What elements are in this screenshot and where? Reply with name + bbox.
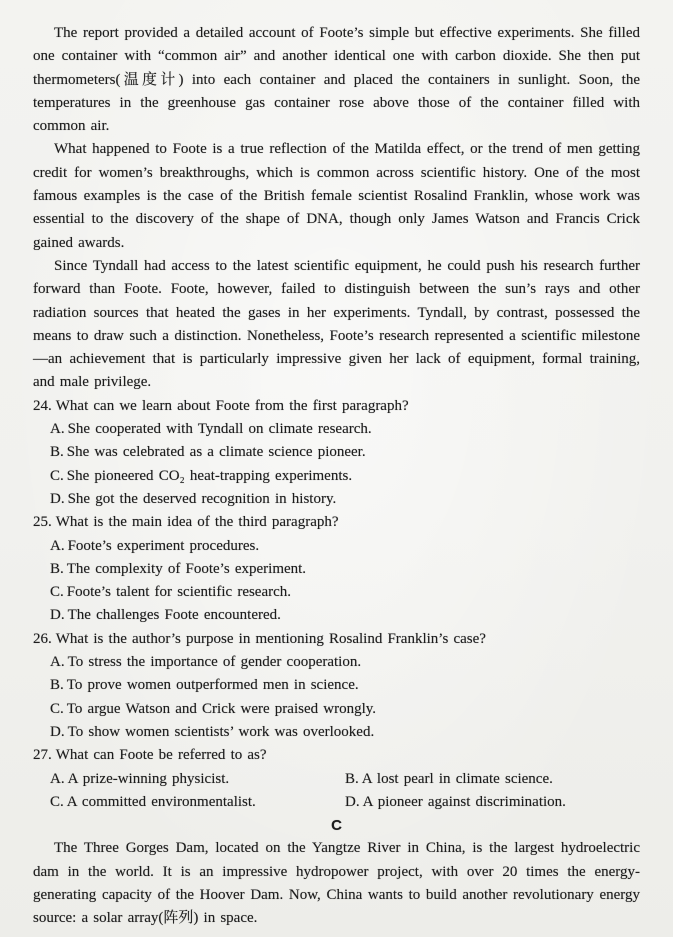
- option-text: To show women scientists’ work was overlooked.: [67, 723, 375, 740]
- question-24-option-a: [33, 418, 640, 441]
- question-27-option-d: [345, 791, 640, 814]
- question-25-option-d: [33, 604, 640, 627]
- option-letter: C.: [50, 793, 64, 810]
- question-27-options: [33, 768, 640, 815]
- option-text: She got the deserved recognition in history.: [67, 490, 337, 507]
- question-27-stem: [33, 744, 640, 767]
- option-text: To argue Watson and Crick were praised wrongly.: [66, 700, 377, 717]
- question-24-options: [33, 418, 640, 511]
- question-26: [33, 628, 640, 744]
- question-25-option-b: [33, 558, 640, 581]
- option-text: The challenges Foote encountered.: [67, 607, 281, 624]
- passage-b-paragraph-3: Since Tyndall had access to the latest scientific equipment, he could push his research further forward than Foote. Foote, however, failed to distinguish between the sun’s rays and other radiation sources that heated the gases in her experiments. Tyndall, by contrast, possessed the means to draw such a distinction. Nonetheless, Foote’s research represented a scientific milestone—an achievement that is particularly impressive given her lack of equipment, formal training, and male privilege.: [33, 257, 640, 391]
- question-24-option-d: [33, 488, 640, 511]
- option-letter: B.: [50, 677, 64, 694]
- question-26-option-d: [33, 721, 640, 744]
- option-text: A prize-winning physicist.: [67, 770, 230, 787]
- question-27: [33, 744, 640, 814]
- option-text: To stress the importance of gender cooperation.: [67, 654, 362, 671]
- question-24-stem: [33, 395, 640, 418]
- question-26-stem: [33, 628, 640, 651]
- option-letter: D.: [50, 723, 65, 740]
- passage-c-paragraph-1: The Three Gorges Dam, located on the Yangtze River in China, is the largest hydroelectric dam in the world. It is an impressive hydropower project, with over 20 times the energy-generating capacity of the Hoover Dam. Now, China wants to build another revolutionary energy source: a solar array(阵列) in space.: [33, 840, 640, 927]
- question-27-text: What can Foote be referred to as?: [55, 747, 267, 764]
- option-letter: C.: [50, 700, 64, 717]
- question-26-option-c: [33, 698, 640, 721]
- option-text: To prove women outperformed men in science.: [66, 677, 359, 694]
- option-letter: D.: [50, 607, 65, 624]
- option-text: She was celebrated as a climate science pioneer.: [66, 444, 366, 461]
- question-27-option-a: [33, 768, 345, 791]
- question-24: [33, 395, 640, 511]
- option-text: A lost pearl in climate science.: [361, 770, 553, 787]
- option-text: A pioneer against discrimination.: [362, 793, 566, 810]
- question-26-option-a: [33, 651, 640, 674]
- option-letter: B.: [50, 560, 64, 577]
- option-text: She pioneered CO₂ heat-trapping experiments.: [66, 467, 353, 484]
- question-24-number: 24.: [33, 397, 52, 414]
- option-letter: A.: [50, 421, 65, 438]
- section-c-header: C: [331, 817, 342, 835]
- option-letter: C.: [50, 584, 64, 601]
- question-24-option-c: [33, 465, 640, 488]
- option-text: Foote’s talent for scientific research.: [66, 584, 292, 601]
- passage-b-paragraph-1: The report provided a detailed account of Foote’s simple but effective experiments. She filled one container with “common air” and another identical one with carbon dioxide. She then put thermometers(温度计) into each container and placed the containers in sunlight. Soon, the temperatures in the greenhouse gas container rose above those of the container filled with common air.: [33, 25, 640, 135]
- question-25-option-c: [33, 581, 640, 604]
- option-text: She cooperated with Tyndall on climate research.: [67, 421, 372, 438]
- option-letter: B.: [345, 770, 359, 787]
- option-letter: B.: [50, 444, 64, 461]
- option-letter: D.: [345, 793, 360, 810]
- question-27-number: 27.: [33, 747, 52, 764]
- question-25-text: What is the main idea of the third paragraph?: [55, 514, 339, 531]
- passage-b-paragraph-2: What happened to Foote is a true reflection of the Matilda effect, or the trend of men getting credit for women’s breakthroughs, which is common across scientific history. One of the most famous examples is the case of the British female scientist Rosalind Franklin, whose work was essential to the discovery of the shape of DNA, though only James Watson and Francis Crick gained awards.: [33, 141, 640, 251]
- question-26-option-b: [33, 674, 640, 697]
- option-letter: C.: [50, 467, 64, 484]
- option-letter: A.: [50, 770, 65, 787]
- option-letter: D.: [50, 490, 65, 507]
- question-25-number: 25.: [33, 514, 52, 531]
- question-25: [33, 511, 640, 627]
- question-24-option-b: [33, 441, 640, 464]
- question-27-option-c: [33, 791, 345, 814]
- option-text: Foote’s experiment procedures.: [67, 537, 260, 554]
- question-27-option-b: [345, 768, 640, 791]
- question-25-option-a: [33, 535, 640, 558]
- question-25-options: [33, 535, 640, 628]
- question-24-text: What can we learn about Foote from the first paragraph?: [55, 397, 409, 414]
- question-25-stem: [33, 511, 640, 534]
- option-text: The complexity of Foote’s experiment.: [66, 560, 307, 577]
- question-26-options: [33, 651, 640, 744]
- option-text: A committed environmentalist.: [66, 793, 256, 810]
- option-letter: A.: [50, 654, 65, 671]
- question-26-text: What is the author’s purpose in mentioning Rosalind Franklin’s case?: [55, 630, 486, 647]
- option-letter: A.: [50, 537, 65, 554]
- question-26-number: 26.: [33, 630, 52, 647]
